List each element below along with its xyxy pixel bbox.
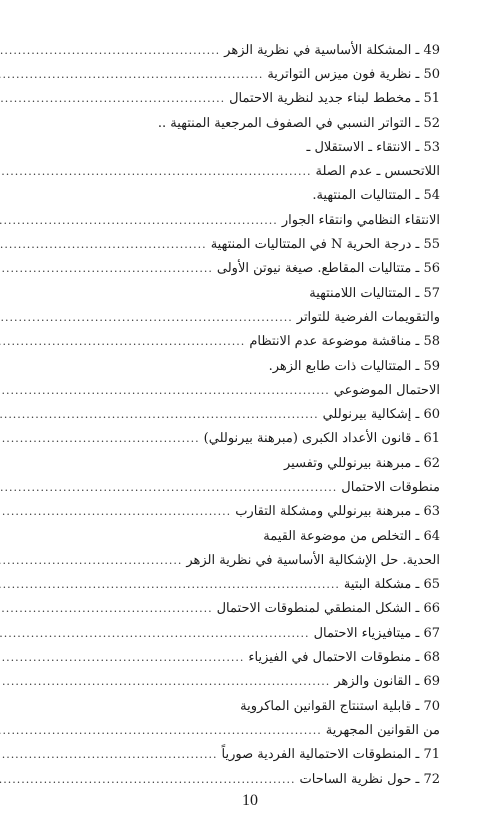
dot-leader: [0, 432, 200, 445]
toc-entry: [52, 743, 440, 767]
dot-leader: [0, 408, 319, 421]
toc-entry-title: 69 ـ القانون والزهر: [334, 674, 440, 690]
toc-entry: [52, 378, 440, 402]
toc-entry-title: منطوقات الاحتمال: [341, 479, 440, 495]
toc-entry: [52, 548, 440, 572]
toc-entry-title: والتقويمات الفرضية للتواتر: [296, 309, 440, 325]
dot-leader: [0, 602, 213, 615]
toc-entry: [52, 135, 440, 159]
toc-entry: [52, 621, 440, 645]
toc-entry: [52, 718, 440, 742]
toc-entry-title: 53 ـ الانتقاء ـ الاستقلال ـ: [306, 139, 440, 155]
toc-entry: [52, 645, 440, 669]
toc-entry: [52, 573, 440, 597]
dot-leader: [0, 505, 231, 518]
toc-entry-title: 49 ـ المشكلة الأساسية في نظرية الزهر: [224, 42, 440, 58]
dot-leader: [0, 773, 296, 786]
toc-entry: [52, 232, 440, 256]
toc-entry: [52, 694, 440, 718]
toc-entry-title: 64 ـ التخلص من موضوعة القيمة: [263, 528, 440, 544]
table-of-contents: [52, 38, 440, 791]
dot-leader: [0, 92, 225, 105]
toc-entry: [52, 500, 440, 524]
dot-leader: [0, 311, 293, 324]
toc-entry: [52, 451, 440, 475]
toc-entry: [52, 208, 440, 232]
dot-leader: [0, 554, 182, 567]
toc-entry: [52, 427, 440, 451]
toc-entry-title: الحدية. حل الإشكالية الأساسية في نظرية الزهر: [186, 552, 440, 568]
toc-entry-title: 54 ـ المتتاليات المنتهية.: [312, 188, 440, 204]
toc-entry-title: الاحتمال الموضوعي: [333, 382, 440, 398]
toc-entry-title: 63 ـ مبرهنة بيرنوللي ومشكلة التقارب: [235, 504, 440, 520]
toc-entry-title: 72 ـ حول نظرية الساحات: [299, 771, 440, 787]
dot-leader: [0, 68, 263, 81]
toc-entry-title: 55 ـ درجة الحرية N في المتتاليات المنتهية: [210, 237, 440, 253]
toc-entry: [52, 767, 440, 791]
toc-entry-title: 52 ـ التواتر النسبي في الصفوف المرجعية المنتهية ..: [157, 115, 440, 131]
toc-entry: [52, 305, 440, 329]
dot-leader: [0, 675, 330, 688]
toc-entry-title: اللاتحسس ـ عدم الصلة: [315, 164, 440, 180]
toc-entry-title: 58 ـ مناقشة موضوعة عدم الانتظام: [249, 334, 440, 350]
toc-entry-title: 68 ـ منطوقات الاحتمال في الفيزياء: [248, 650, 440, 666]
toc-entry: [52, 87, 440, 111]
dot-leader: [0, 335, 245, 348]
dot-leader: [0, 748, 218, 761]
toc-entry: [52, 62, 440, 86]
dot-leader: [0, 262, 213, 275]
toc-entry: [52, 38, 440, 62]
toc-entry-title: 57 ـ المتتاليات اللامنتهية: [309, 285, 440, 301]
dot-leader: [0, 578, 340, 591]
toc-entry: [52, 402, 440, 426]
dot-leader: [0, 627, 310, 640]
toc-entry: [52, 330, 440, 354]
dot-leader: [0, 214, 278, 227]
dot-leader: [0, 384, 330, 397]
dot-leader: [0, 238, 207, 251]
toc-entry: [52, 597, 440, 621]
dot-leader: [0, 651, 244, 664]
toc-entry: [52, 257, 440, 281]
toc-entry: [52, 524, 440, 548]
toc-entry-title: 50 ـ نظرية فون ميزس التواترية: [267, 66, 440, 82]
dot-leader: [0, 44, 220, 57]
toc-entry-title: 70 ـ قابلية استنتاج القوانين الماكروية: [240, 698, 440, 714]
toc-entry: [52, 184, 440, 208]
dot-leader: [0, 481, 337, 494]
dot-leader: [0, 165, 312, 178]
toc-entry-title: من القوانين المجهرية: [325, 722, 440, 738]
toc-entry-title: 62 ـ مبرهنة بيرنوللي وتفسير: [283, 455, 440, 471]
toc-entry-title: 67 ـ ميتافيزياء الاحتمال: [313, 625, 440, 641]
dot-leader: [0, 724, 322, 737]
toc-entry-title: الانتقاء النظامي وانتقاء الجوار: [281, 212, 440, 228]
toc-entry: [52, 111, 440, 135]
toc-entry: [52, 281, 440, 305]
toc-entry-title: 61 ـ قانون الأعداد الكبرى (مبرهنة بيرنوللي): [203, 431, 440, 447]
toc-entry-title: 66 ـ الشكل المنطقي لمنطوقات الاحتمال: [216, 601, 440, 617]
toc-entry: [52, 354, 440, 378]
page-number: 10: [242, 792, 258, 809]
toc-entry-title: 65 ـ مشكلة البتية: [343, 577, 440, 593]
toc-entry-title: 71 ـ المنطوقات الاحتمالية الفردية صورياً: [221, 747, 440, 763]
toc-entry-title: 59 ـ المتتاليات ذات طابع الزهر.: [268, 358, 440, 374]
toc-entry-title: 60 ـ إشكالية بيرنوللي: [322, 407, 440, 423]
toc-entry: [52, 475, 440, 499]
toc-entry-title: 51 ـ مخطط لبناء جديد لنظرية الاحتمال: [229, 91, 440, 107]
toc-entry: [52, 159, 440, 183]
toc-entry: [52, 670, 440, 694]
toc-entry-title: 56 ـ متتاليات المقاطع. صيغة نيوتن الأولى: [216, 261, 440, 277]
